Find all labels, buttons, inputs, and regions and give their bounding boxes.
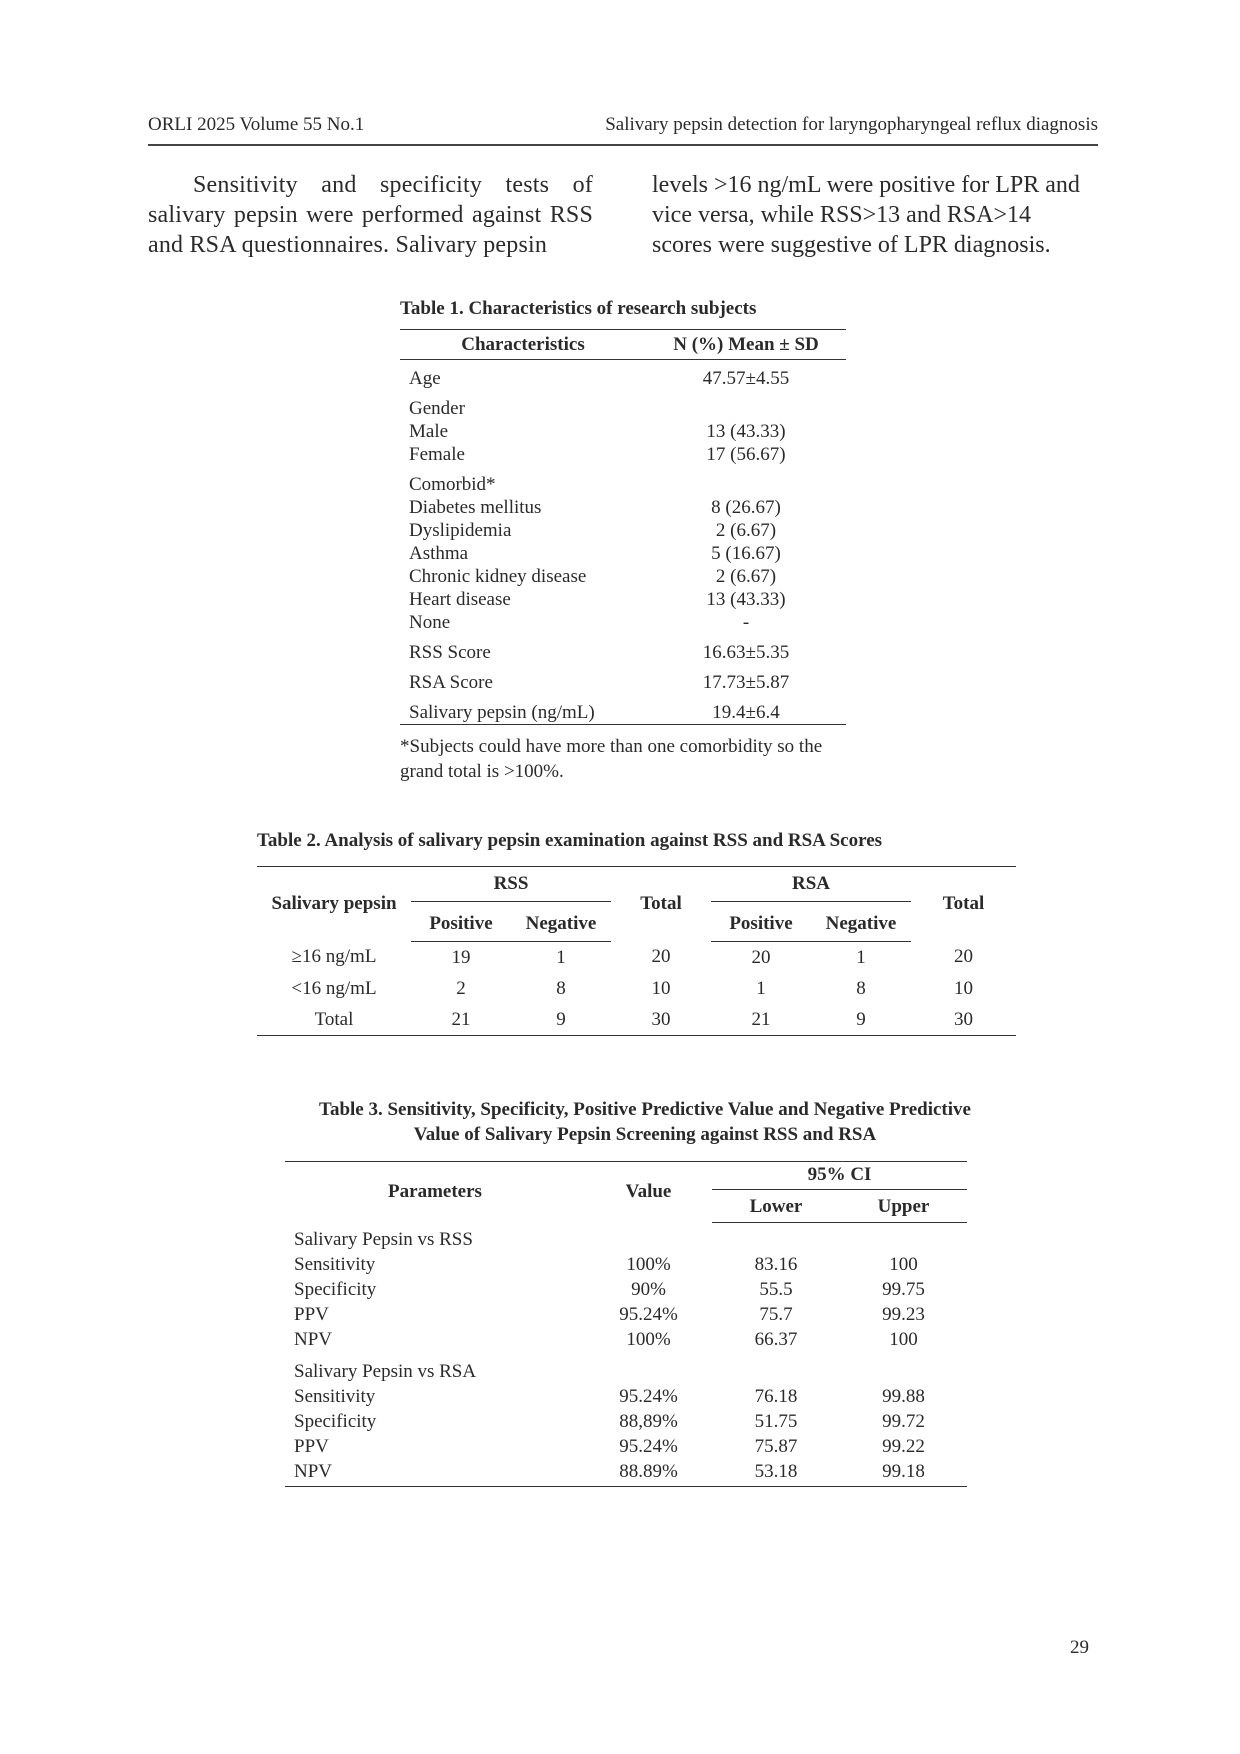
table2-header-rsa-positive: Positive xyxy=(711,907,811,942)
row-value: 47.57±4.55 xyxy=(702,368,790,389)
table-cell xyxy=(840,1352,967,1384)
table-cell: 83.16 xyxy=(754,1253,798,1275)
table-cell: 99.18 xyxy=(840,1459,967,1487)
table-cell: 20 xyxy=(751,946,771,968)
table3-diagnostic-accuracy xyxy=(285,1161,967,1487)
table-cell: 1 xyxy=(756,977,766,999)
table-cell xyxy=(712,1352,840,1384)
table-cell: 8 xyxy=(856,977,866,999)
table3-header-ci xyxy=(712,1162,967,1193)
row-label: Chronic kidney disease xyxy=(409,566,587,587)
table3-header-parameters: Parameters xyxy=(285,1162,585,1223)
intro-paragraph-col2: levels >16 ng/mL were positive for LPR and vice versa, while RSS>13 and RSA>14 scores were suggestive of LPR diagnosis. xyxy=(652,172,1080,258)
intro-paragraph-col1: Sensitivity and specificity tests of salivary pepsin were performed against RSS and RSA questionnaires. Salivary pepsin xyxy=(148,172,593,258)
table-cell: Salivary Pepsin vs RSS xyxy=(294,1228,473,1250)
table-cell xyxy=(840,1223,967,1252)
table1-header-characteristics: Characteristics xyxy=(400,330,646,360)
table-cell: 90% xyxy=(631,1278,666,1300)
row-label: Dyslipidemia xyxy=(409,520,512,541)
table-cell: 100 xyxy=(889,1328,918,1350)
table1-header-values: N (%) Mean ± SD xyxy=(646,330,846,360)
table-cell: 99.88 xyxy=(882,1385,925,1407)
table-cell: 9 xyxy=(511,1004,611,1036)
table3-header-lower: Lower xyxy=(712,1192,840,1223)
table3-caption xyxy=(285,1097,1005,1147)
row-label: RSS Score xyxy=(409,642,491,663)
table-cell: 21 xyxy=(411,1004,511,1036)
table-row xyxy=(400,611,846,634)
table-cell: 95.24% xyxy=(619,1303,678,1325)
row-label: Comorbid* xyxy=(409,474,496,495)
row-value xyxy=(646,466,846,496)
table2-header-rsa-negative: Negative xyxy=(811,907,911,942)
table-cell xyxy=(585,1223,712,1252)
row-value: 2 (6.67) xyxy=(715,566,777,587)
row-value: 16.63±5.35 xyxy=(702,642,790,663)
table-cell: 20 xyxy=(954,946,973,968)
table-cell: 53.18 xyxy=(712,1459,840,1487)
row-value xyxy=(646,390,846,420)
journal-issue: ORLI 2025 Volume 55 No.1 xyxy=(148,114,365,135)
table-row xyxy=(400,443,846,466)
table-row xyxy=(285,1302,967,1327)
table-cell: 10 xyxy=(954,977,973,999)
table-row xyxy=(400,542,846,565)
table-cell: <16 ng/mL xyxy=(291,977,377,999)
table-cell: 1 xyxy=(856,946,866,968)
table3-caption-line1: Table 3. Sensitivity, Specificity, Positive Predictive Value and Negative Predictive xyxy=(319,1099,971,1120)
row-value: - xyxy=(742,612,750,633)
table-row xyxy=(400,466,846,496)
rss-group-label: RSS xyxy=(411,873,611,902)
table2-header-total-rsa: Total xyxy=(911,867,1016,942)
table-row xyxy=(400,496,846,519)
table-cell: 21 xyxy=(711,1004,811,1036)
table-row xyxy=(285,1252,967,1277)
table-cell: 95.24% xyxy=(619,1435,678,1457)
table-cell: 55.5 xyxy=(759,1278,793,1300)
table-cell: ≥16 ng/mL xyxy=(291,946,377,968)
table-row xyxy=(400,694,846,725)
table-cell: Sensitivity xyxy=(294,1253,376,1275)
table-cell: 2 xyxy=(456,977,466,999)
table-row xyxy=(285,1434,967,1459)
table-row xyxy=(400,420,846,443)
row-label: Asthma xyxy=(409,543,469,564)
table2-header-rsa xyxy=(711,867,911,908)
table-row xyxy=(257,973,1016,1004)
article-running-title: Salivary pepsin detection for laryngopharyngeal reflux diagnosis xyxy=(605,114,1098,135)
row-value: 19.4±6.4 xyxy=(646,694,846,725)
table2-header-rss-negative: Negative xyxy=(511,907,611,942)
row-label: Age xyxy=(409,368,441,389)
row-label: Salivary pepsin (ng/mL) xyxy=(400,694,646,725)
table-cell: 9 xyxy=(811,1004,911,1036)
table-row xyxy=(400,588,846,611)
page-number: 29 xyxy=(1070,1637,1089,1658)
table3-header-value: Value xyxy=(585,1162,712,1223)
table-cell: PPV xyxy=(294,1435,329,1457)
table-cell: 19 xyxy=(451,946,471,968)
table-row xyxy=(400,634,846,664)
table-cell: Specificity xyxy=(294,1278,377,1300)
table-cell: 30 xyxy=(611,1004,711,1036)
table-row xyxy=(285,1223,967,1252)
row-label: RSA Score xyxy=(409,672,493,693)
table-row xyxy=(400,519,846,542)
table-cell: 10 xyxy=(651,977,671,999)
table-row xyxy=(285,1277,967,1302)
row-label: Gender xyxy=(409,398,465,419)
table-row xyxy=(257,942,1016,974)
table2-header-rss-positive: Positive xyxy=(411,907,511,942)
table3-caption-line2: Value of Salivary Pepsin Screening against RSS and RSA xyxy=(413,1124,877,1145)
table-cell: 99.75 xyxy=(882,1278,925,1300)
table-cell: 99.72 xyxy=(882,1410,925,1432)
table-cell: Specificity xyxy=(294,1410,377,1432)
table-row xyxy=(285,1384,967,1409)
ci-group-label: 95% CI xyxy=(712,1164,967,1190)
row-label: Female xyxy=(409,444,465,465)
row-value: 13 (43.33) xyxy=(706,589,786,610)
row-label: Heart disease xyxy=(409,589,511,610)
table2-header-salivary-pepsin: Salivary pepsin xyxy=(257,867,411,942)
table-cell xyxy=(585,1352,712,1384)
row-label: None xyxy=(409,612,451,633)
table-cell: 76.18 xyxy=(754,1385,798,1407)
row-label: Male xyxy=(409,421,449,442)
table-cell: 88.89% xyxy=(585,1459,712,1487)
table1-caption: Table 1. Characteristics of research subjects xyxy=(400,298,757,319)
table-cell xyxy=(712,1223,840,1252)
table-row xyxy=(285,1352,967,1384)
table-row xyxy=(257,1004,1016,1036)
table-row xyxy=(400,390,846,420)
table-cell: NPV xyxy=(294,1328,333,1350)
table-cell: 100 xyxy=(889,1253,918,1275)
row-value: 17 (56.67) xyxy=(706,444,786,465)
table-cell: 66.37 xyxy=(754,1328,798,1350)
table-cell: 99.23 xyxy=(882,1303,925,1325)
row-value: 17.73±5.87 xyxy=(702,672,790,693)
table-row xyxy=(400,565,846,588)
table-cell: 75.87 xyxy=(754,1435,798,1457)
table-cell: 100% xyxy=(626,1328,671,1350)
table-cell: 100% xyxy=(626,1253,671,1275)
table-row xyxy=(285,1327,967,1352)
table-cell: Total xyxy=(257,1004,411,1036)
table2-caption: Table 2. Analysis of salivary pepsin examination against RSS and RSA Scores xyxy=(257,830,883,851)
table-cell: 99.22 xyxy=(882,1435,925,1457)
table-cell: 8 xyxy=(556,977,566,999)
table-cell: 30 xyxy=(911,1004,1016,1036)
table-cell: PPV xyxy=(294,1303,329,1325)
rsa-group-label: RSA xyxy=(711,873,911,902)
table-cell: Salivary Pepsin vs RSA xyxy=(294,1360,477,1382)
table-cell: 20 xyxy=(651,946,671,968)
table-cell: 75.7 xyxy=(759,1303,793,1325)
row-value: 13 (43.33) xyxy=(706,421,786,442)
table-cell: 95.24% xyxy=(619,1385,678,1407)
row-value: 5 (16.67) xyxy=(711,543,781,564)
table-cell: Sensitivity xyxy=(294,1385,376,1407)
table2-header-rss xyxy=(411,867,611,908)
table1-footnote: *Subjects could have more than one comorbidity so the grand total is >100%. xyxy=(400,736,823,782)
table1-characteristics xyxy=(400,329,846,725)
row-label: Diabetes mellitus xyxy=(409,497,542,518)
table-row xyxy=(400,360,846,391)
table-row xyxy=(285,1409,967,1434)
row-value: 8 (26.67) xyxy=(711,497,781,518)
table-cell: 1 xyxy=(556,946,566,968)
table2-header-total-rss: Total xyxy=(611,867,711,942)
table3-header-upper: Upper xyxy=(840,1192,967,1223)
table-cell: 51.75 xyxy=(754,1410,798,1432)
row-value: 2 (6.67) xyxy=(715,520,777,541)
table-row xyxy=(285,1459,967,1487)
table-cell: 88,89% xyxy=(619,1410,678,1432)
running-header xyxy=(148,114,1098,146)
table2-pepsin-vs-scores xyxy=(257,866,1016,1036)
table-cell: NPV xyxy=(285,1459,585,1487)
table-row xyxy=(400,664,846,694)
